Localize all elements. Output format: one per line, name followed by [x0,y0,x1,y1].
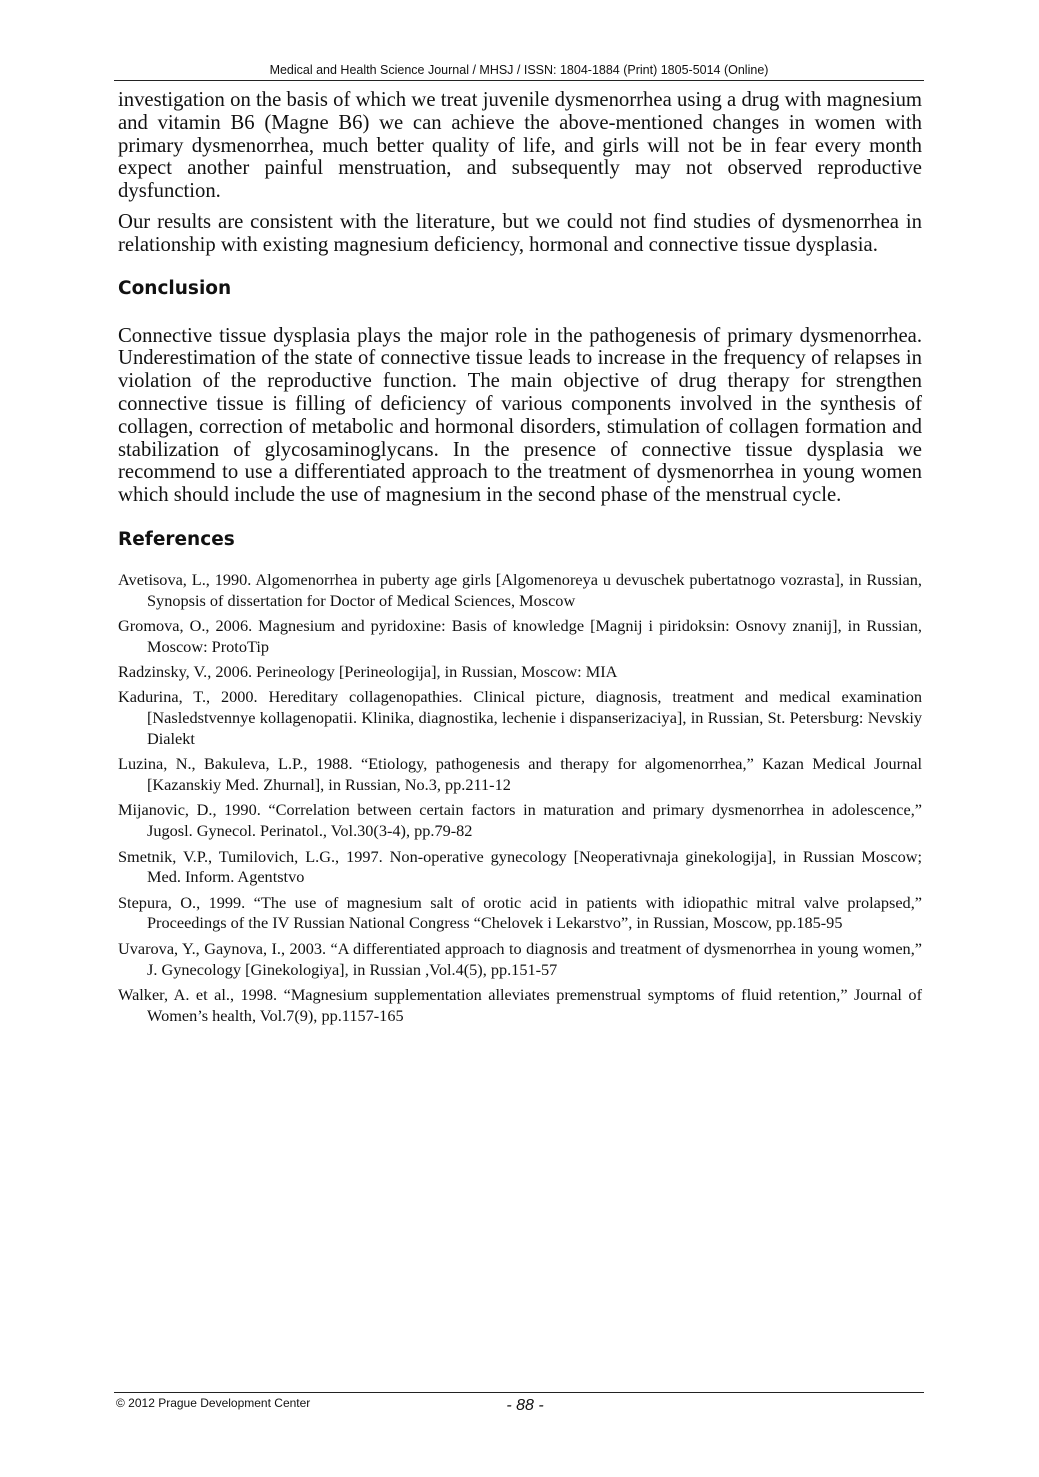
conclusion-paragraph: Connective tissue dysplasia plays the major role in the pathogenesis of primary dysmenorrhea. Underestimation of the state of connective tissue leads to increase in the frequency of relapses in violation of the reproductive function. The main objective of drug therapy for strengthen connective tissue is filling of deficiency of various components involved in the synthesis of collagen, correction of metabolic and hormonal disorders, stimulation of collagen formation and stabilization of glycosaminoglycans. In the presence of connective tissue dysplasia we recommend to use a differentiated approach to the treatment of dysmenorrhea in young women which should include the use of magnesium in the second phase of the menstrual cycle. [118,324,922,507]
references-heading: References [118,528,235,550]
footer-divider [114,1392,924,1393]
reference-item: Uvarova, Y., Gaynova, I., 2003. “A differentiated approach to diagnosis and treatment of dysmenorrhea in young women,” J. Gynecology [Ginekologiya], in Russian ,Vol.4(5), pp.151-57 [118,938,922,979]
reference-item: Avetisova, L., 1990. Algomenorrhea in puberty age girls [Algomenoreya u devuschek pubertatnogo vozrasta], in Russian, Synopsis of dissertation for Doctor of Medical Sciences, Moscow [118,569,922,610]
reference-item: Stepura, O., 1999. “The use of magnesium salt of orotic acid in patients with idiopathic mitral valve prolapsed,” Proceedings of the IV Russian National Congress “Chelovek i Lekarstvo”, in Russian, Moscow, pp.185-95 [118,892,922,933]
reference-item: Smetnik, V.P., Tumilovich, L.G., 1997. Non-operative gynecology [Neoperativnaja ginekologija], in Russian Moscow; Med. Inform. Agentstvo [118,846,922,887]
reference-item: Luzina, N., Bakuleva, L.P., 1988. “Etiology, pathogenesis and therapy for algomenorrhea,” Kazan Medical Journal [Kazanskiy Med. Zhurnal], in Russian, No.3, pp.211-12 [118,754,922,795]
reference-item: Gromova, O., 2006. Magnesium and pyridoxine: Basis of knowledge [Magnij i piridoksin: Osnovy znanij], in Russian, Moscow: ProtoTip [118,616,922,656]
copyright-notice: © 2012 Prague Development Center [116,1396,311,1410]
page-number: - 88 - [506,1397,544,1414]
reference-list [118,570,922,1026]
reference-item: Walker, A. et al., 1998. “Magnesium supplementation alleviates premenstrual symptoms of fluid retention,” Journal of Women’s health, Vol.7(9), pp.1157-165 [118,984,922,1025]
reference-item: Mijanovic, D., 1990. “Correlation between certain factors in maturation and primary dysmenorrhea in adolescence,” Jugosl. Gynecol. Perinatol., Vol.30(3-4), pp.79-82 [118,800,922,841]
body-paragraph: Our results are consistent with the literature, but we could not find studies of dysmenorrhea in relationship with existing magnesium deficiency, hormonal and connective tissue dysplasia. [118,210,922,256]
main-content [118,89,922,1031]
body-paragraph: investigation on the basis of which we treat juvenile dysmenorrhea using a drug with magnesium and vitamin B6 (Magne B6) we can achieve the above-mentioned changes in women with primary dysmenorrhea, much better quality of life, and girls will not be in fear every month expect another painful menstruation, and subsequently may not observed reproductive dysfunction. [118,89,922,203]
reference-item: Kadurina, T., 2000. Hereditary collagenopathies. Clinical picture, diagnosis, treatment and medical examination [Nasledstvennye kollagenopatii. Klinika, diagnostika, lechenie i dispanserizaciya], in Russian, St. Petersburg: Nevskiy Dialekt [118,687,922,749]
conclusion-heading: Conclusion [118,277,232,299]
journal-header: Medical and Health Science Journal / MHSJ / ISSN: 1804-1884 (Print) 1805-5014 (Online) [114,62,924,81]
reference-item: Radzinsky, V., 2006. Perineology [Perineologija], in Russian, Moscow: MIA [118,662,618,682]
